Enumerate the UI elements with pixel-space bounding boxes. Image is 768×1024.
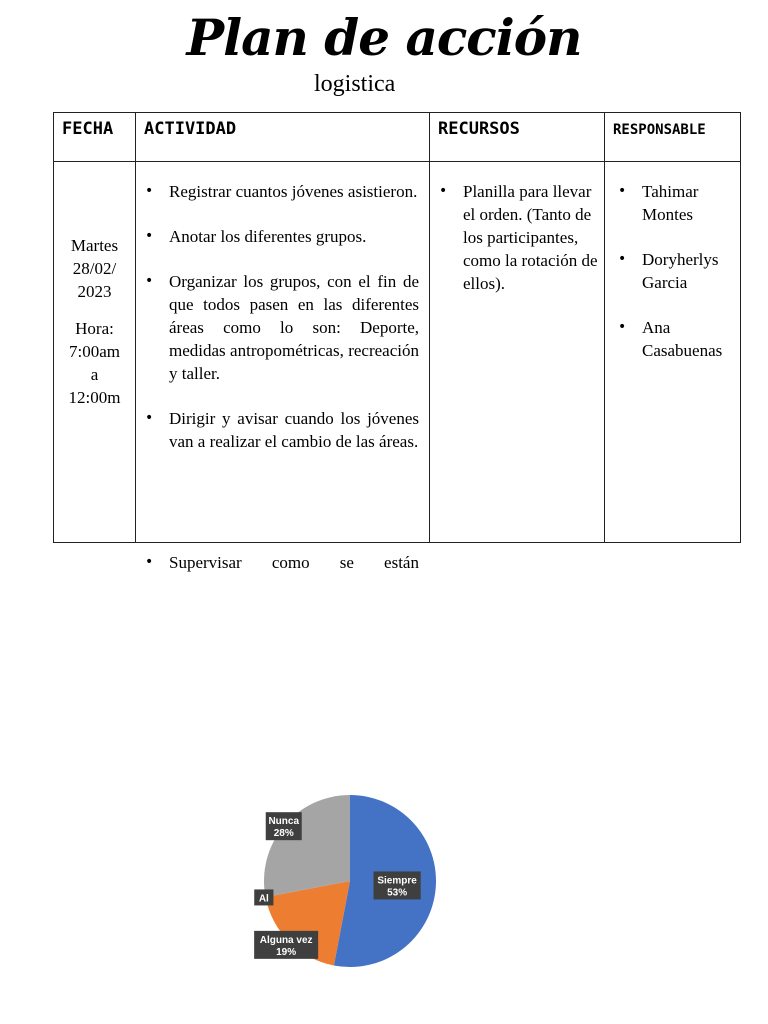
bullet-icon: • — [145, 554, 154, 570]
pie-label-text: Nunca — [268, 816, 300, 828]
responsable-name: Doryherlys Garcia — [642, 250, 719, 292]
actividad-cell — [136, 162, 430, 543]
pie-data-label — [254, 931, 318, 959]
column-header-fecha: FECHA — [54, 113, 136, 162]
overflow-word: Supervisar — [169, 553, 242, 572]
list-item — [136, 407, 419, 453]
overflow-word: se — [339, 553, 354, 572]
fecha-dia: Martes — [70, 236, 119, 255]
document-title: Plan de acción — [186, 8, 582, 67]
pie-data-label — [254, 889, 273, 905]
list-item — [136, 270, 419, 385]
column-header-recursos: RECURSOS — [430, 113, 605, 162]
pie-label-text: Siempre — [377, 875, 417, 887]
column-header-responsable: RESPONSABLE — [605, 113, 741, 162]
column-header-actividad: ACTIVIDAD — [136, 113, 430, 162]
list-item — [136, 180, 419, 203]
recurso-text: Planilla para llevar el orden. (Tanto de los participantes, como la rotación de ellos). — [463, 182, 598, 293]
hora-label: Hora: — [75, 319, 114, 338]
actividad-text: Registrar cuantos jóvenes asistieron. — [169, 182, 418, 201]
list-item — [609, 316, 736, 362]
responsable-cell — [605, 162, 741, 543]
pie-label-text: 53% — [387, 887, 408, 899]
hora-fin: 12:00m — [68, 388, 121, 407]
bullet-icon: • — [145, 228, 154, 244]
responsable-name: Ana Casabuenas — [642, 318, 723, 360]
pie-label-text: Al — [258, 893, 269, 905]
bullet-icon: • — [145, 410, 154, 426]
hora-conector: a — [90, 365, 99, 384]
document-subtitle: logistica — [314, 71, 396, 97]
list-item — [430, 180, 598, 295]
responsable-name: Tahimar Montes — [642, 182, 699, 224]
list-item — [609, 248, 736, 294]
list-item — [136, 225, 419, 248]
actividad-text: Anotar los diferentes grupos. — [169, 227, 367, 246]
bullet-icon: • — [618, 319, 627, 335]
action-plan-table — [53, 112, 741, 543]
bullet-icon: • — [439, 183, 448, 199]
bullet-icon: • — [145, 273, 154, 289]
hora-inicio: 7:00am — [69, 342, 120, 361]
pie-chart — [240, 780, 460, 990]
pie-data-label — [373, 871, 420, 899]
actividad-text: Dirigir y avisar cuando los jóvenes van a realizar el cambio de las áreas. — [169, 409, 419, 451]
pie-label-text: 19% — [276, 946, 297, 958]
fecha-date-line2: 2023 — [77, 282, 112, 301]
fecha-date-line1: 28/02/ — [72, 259, 117, 278]
bullet-icon: • — [145, 183, 154, 199]
overflow-word: como — [271, 553, 310, 572]
bullet-icon: • — [618, 183, 627, 199]
actividad-text: Organizar los grupos, con el fin de que todos pasen en las diferentes áreas como lo son: Deporte, medidas antropométricas, recreación y taller. — [169, 272, 419, 383]
table-row — [54, 162, 741, 543]
fecha-cell — [54, 162, 136, 543]
bullet-icon: • — [618, 251, 627, 267]
pie-slice-nunca — [264, 795, 350, 897]
pie-label-text: Alguna vez — [259, 934, 313, 946]
pie-data-label — [266, 812, 302, 840]
recursos-cell — [430, 162, 605, 543]
overflow-word: están — [384, 553, 419, 572]
list-item — [609, 180, 736, 226]
table-header-row — [54, 113, 741, 162]
pie-label-text: 28% — [273, 828, 294, 840]
